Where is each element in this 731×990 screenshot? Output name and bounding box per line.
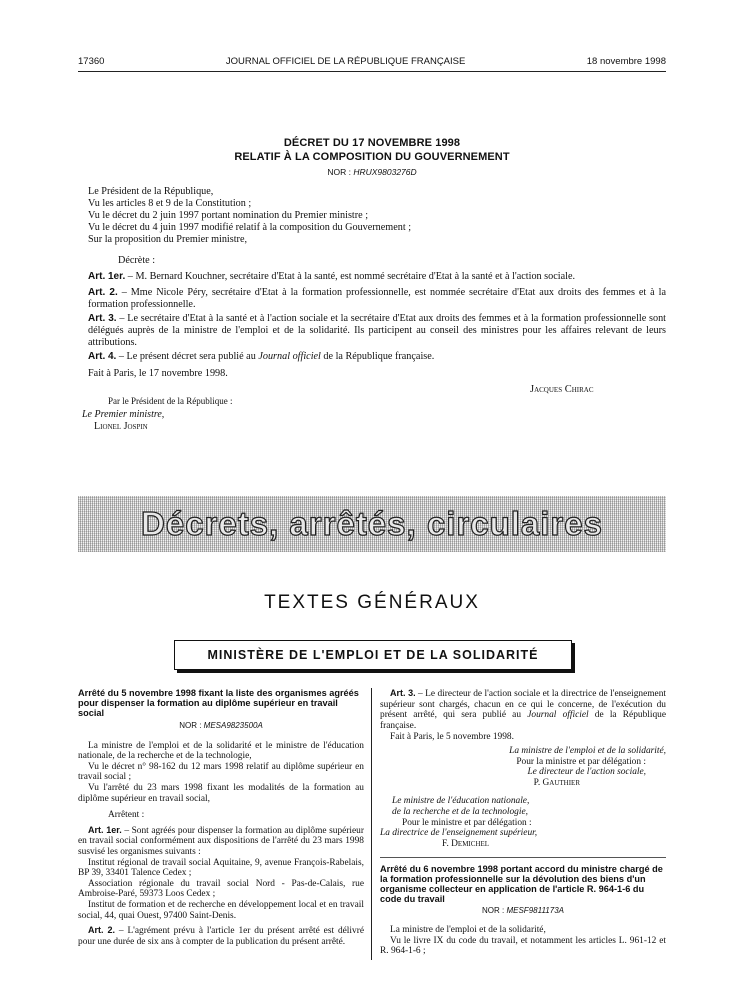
arrete-nor [380,906,666,917]
signature-title: La ministre de l'emploi et de la solidarité, [509,745,666,756]
article-label: Art. 4. [88,351,117,362]
nor-code: HRUX9803276D [353,167,417,177]
article-text: – M. Bernard Kouchner, secrétaire d'Etat à la santé, est nommé secrétaire d'Etat à la santé et à l'action sociale. [125,271,576,282]
visa-line: Vu le décret du 4 juin 1997 modifié relatif à la composition du Gouvernement ; [88,222,412,233]
signature-name: P. Gauthier [533,777,580,788]
visa-line: Sur la proposition du Premier ministre, [88,234,248,245]
paragraph: Vu l'arrêté du 23 mars 1998 fixant les modalités de la formation au diplôme supérieur en travail social, [78,782,364,804]
journal-name: Journal officiel [258,351,321,362]
organisme: Association régionale du travail social Nord - Pas-de-Calais, rue Ambroise-Paré, 59373 Loos Cedex ; [78,878,364,900]
section-banner [78,496,666,552]
journal-title: JOURNAL OFFICIEL DE LA RÉPUBLIQUE FRANÇAISE [225,56,466,67]
signature-title: de la recherche et de la technologie, [392,806,528,817]
signature-role: Le directeur de l'action sociale, [527,767,646,778]
page-number: 17360 [78,56,105,67]
arrete-title: Arrêté du 6 novembre 1998 portant accord du ministre chargé de la formation professionnelle sur la dévolution des biens d'un organisme collecteur en application de l'article R. 964-1-6 du code du travail [380,864,663,905]
article-text: – Le directeur de l'action sociale et la directrice de l'enseignement supérieur sont chargés, chacun en ce qui le concerne, de l'exécution du présent arrêté, qui sera publié au [380,689,666,721]
visa-line: Le Président de la République, [88,186,214,197]
article-label: Art. 3. [88,313,117,324]
section-title: TEXTES GÉNÉRAUX [264,592,480,613]
ministry-name: MINISTÈRE DE L'EMPLOI ET DE LA SOLIDARITÉ [207,648,539,662]
article-label: Art. 2. [88,925,116,936]
decree-article-4 [88,351,666,363]
nor-code: MESA9823500A [203,721,263,730]
article-text: – Le présent décret sera publié au [116,351,259,362]
decree-title-line1: DÉCRET DU 17 NOVEMBRE 1998 [283,137,461,149]
header-rule [78,71,666,72]
visa-line: Vu les articles 8 et 9 de la Constitution ; [88,198,252,209]
paragraph: Vu le décret n° 98-162 du 12 mars 1998 relatif au diplôme supérieur en travail social ; [78,761,364,783]
arretent-label: Arrêtent : [108,810,145,821]
decree-article-3 [88,313,666,349]
ministry-box [174,640,572,670]
premier-ministre-name: Lionel Jospin [94,421,148,432]
article-text: – Mme Nicole Péry, secrétaire d'Etat à la formation professionnelle, est nommée secrétaire d'Etat aux droits des femmes et à la formation professionnelle. [88,287,666,310]
arrete-nor [78,721,364,732]
decrete-label: Décrète : [118,255,156,266]
article-text: – Le secrétaire d'Etat à la santé et à l'action sociale et la secrétaire d'Etat aux droits des femmes et à la formation professionnelle sont délégués auprès de la ministre de l'emploi et de la solidarité. Ils participent au conseil des ministres pour les affaires relevant de leurs attributions. [88,313,667,348]
article-text: de la République française. [380,710,666,731]
nor-label: NOR : [327,167,351,177]
banner-title: Décrets, arrêtés, circulaires [141,505,603,542]
nor-label: NOR : [179,721,202,730]
left-column [78,688,364,947]
signature-delegation: Pour le ministre et par délégation : [402,817,532,828]
decree-title-line2: RELATIF À LA COMPOSITION DU GOUVERNEMENT [234,151,510,163]
signatory-name: Jacques Chirac [530,384,594,395]
separator [380,857,666,858]
article-label: Art. 3. [390,688,416,698]
decree-article-1 [88,271,666,283]
running-header [78,56,666,70]
organisme: Institut régional de travail social Aquitaine, 9, avenue François-Rabelais, BP 39, 33401 Talence Cedex ; [78,857,364,879]
right-column [380,688,666,957]
paragraph: La ministre de l'emploi et de la solidarité, [390,924,546,935]
premier-ministre-title: Le Premier ministre, [82,409,165,420]
decree-article-2 [88,287,666,311]
article-3 [380,688,666,731]
nor-label: NOR : [482,906,505,916]
par-le-president: Par le Président de la République : [108,396,233,406]
signature-title: Le ministre de l'éducation nationale, [392,796,530,807]
nor-code: MESF9811173A [506,906,564,916]
decree-fait: Fait à Paris, le 17 novembre 1998. [88,368,228,379]
organisme: Institut de formation et de recherche en développement local et en travail social, 44, quai Ouest, 97400 Saint-Denis. [78,899,364,921]
visa-line: Vu le décret du 2 juin 1997 portant nomination du Premier ministre ; [88,210,369,221]
decree-nor [78,167,666,177]
article-label: Art. 1er. [88,271,126,282]
article-2 [78,925,364,947]
signature-role: La directrice de l'enseignement supérieur, [380,828,538,839]
article-text: de la République française. [320,351,435,362]
issue-date: 18 novembre 1998 [586,56,666,67]
article-label: Art. 1er. [88,824,122,835]
journal-name: Journal officiel [527,710,589,721]
article-text: – L'agrément prévu à l'article 1er du présent arrêté est délivré pour une durée de six ans à compter de la publication du présent arrêté. [78,926,364,947]
column-divider [371,688,372,960]
signature-name: F. Demichel [442,838,490,849]
fait: Fait à Paris, le 5 novembre 1998. [390,732,514,743]
article-1 [78,825,364,858]
article-text: – Sont agréés pour dispenser la formation au diplôme supérieur en travail social conformément aux dispositions de l'arrêté du 23 mars 1998 susvisé les organismes suivants : [78,825,364,857]
signature-delegation: Pour la ministre et par délégation : [516,756,646,767]
paragraph: La ministre de l'emploi et de la solidarité et le ministre de l'éducation nationale, de la recherche et de la technologie, [78,740,364,762]
article-label: Art. 2. [88,287,118,298]
arrete-title: Arrêté du 5 novembre 1998 fixant la liste des organismes agréés pour dispenser la formation au diplôme supérieur en travail social [78,688,359,718]
paragraph: Vu le livre IX du code du travail, et notamment les articles L. 961-12 et R. 964-1-6 ; [380,935,666,957]
